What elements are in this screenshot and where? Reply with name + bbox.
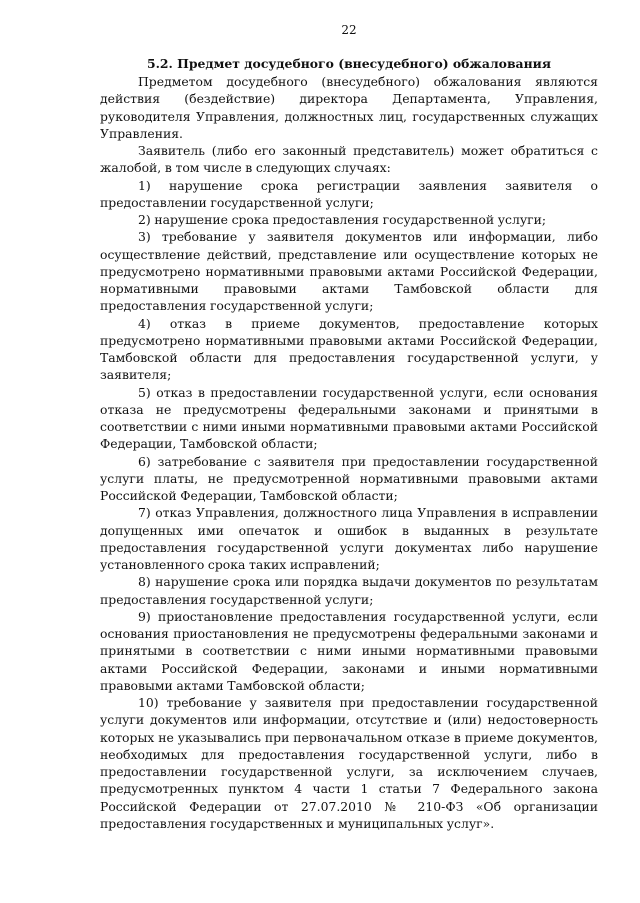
list-item-case-4: 4) отказ в приеме документов, предоставление которых предусмотрено нормативными правовыми актами Российской Федерации, Тамбовской области для предоставления государственной услуги, у заявителя; (100, 315, 598, 383)
section-body (100, 73, 598, 832)
list-item-case-2: 2) нарушение срока предоставления государственной услуги; (138, 212, 547, 227)
list-item-case-7: 7) отказ Управления, должностного лица Управления в исправлении допущенных ими опечаток и ошибок в выданных в результате предоставления государственной услуги документах либо нарушение установленного срока таких исправлений; (100, 505, 598, 572)
list-item-case-10: 10) требование у заявителя при предоставлении государственной услуги документов или информации, отсутствие и (или) недостоверность которых не указывались при первоначальном отказе в приеме документов, необходимых для предоставления государственной услуги, либо в предоставлении государственной услуги, за исключением случаев, предусмотренных пунктом 4 части 1 статьи 7 Федерального закона Российской Федерации от 27.07.2010 № 210-ФЗ «Об организации предоставления государственных и муниципальных услуг». (100, 695, 598, 831)
section-title: 5.2. Предмет досудебного (внесудебного) обжалования (146, 56, 552, 71)
list-item-case-9: 9) приостановление предоставления государственной услуги, если основания приостановления не предусмотрены федеральными законами и принятыми в соответствии с ними иными нормативными правовыми актами Российской Федерации, законами и иными нормативными правовыми актами Тамбовской области; (100, 608, 598, 693)
list-item-case-3: 3) требование у заявителя документов или информации, либо осуществление действий, представление или осуществление которых не предусмотрено нормативными правовыми актами Российской Федерации, нормативными правовыми актами Тамбовской области для предоставления государственной услуги; (100, 229, 598, 314)
page-number: 22 (341, 23, 357, 37)
list-item-case-8: 8) нарушение срока или порядка выдачи документов по результатам предоставления государственной услуги; (100, 574, 598, 607)
list-item-case-1: 1) нарушение срока регистрации заявления заявителя о предоставлении государственной услуги; (100, 177, 598, 210)
list-item-case-5: 5) отказ в предоставлении государственной услуги, если основания отказа не предусмотрены федеральными законами и принятыми в соответствии с ними иными нормативными правовыми актами Российской Федерации, Тамбовской области; (100, 384, 598, 452)
paragraph-subject-of-appeal: Предметом досудебного (внесудебного) обжалования являются действия (бездействие) директора Департамента, Управления, руководителя Управления, должностных лиц, государственных служащих Управления. (100, 74, 598, 141)
paragraph-complaint-cases-intro: Заявитель (либо его законный представитель) может обратиться с жалобой, в том числе в следующих случаях: (100, 143, 598, 176)
list-item-case-6: 6) затребование с заявителя при предоставлении государственной услуги платы, не предусмотренной нормативными правовыми актами Российской Федерации, Тамбовской области; (100, 453, 598, 503)
